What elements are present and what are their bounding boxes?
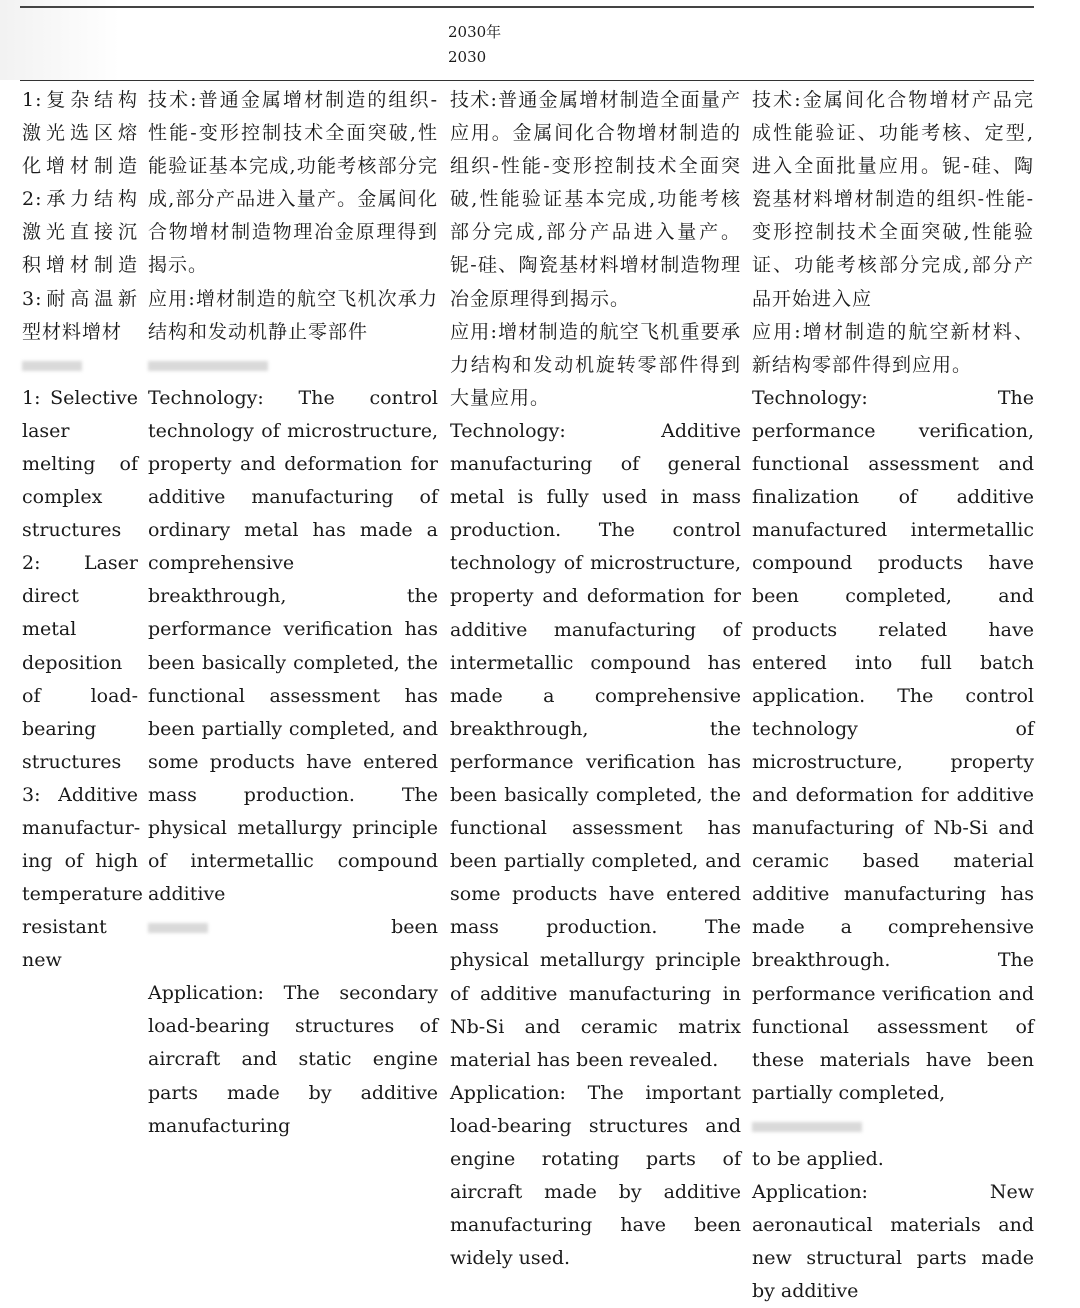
blurred-line <box>148 911 438 944</box>
col3-tech-zh: 技术:普通金属增材制造全面量产应用。金属间化合物增材制造的组织-性能-变形控制技术全面突破,性能验证基本完成,功能考核部分完成,部分产品进入量产。铌-硅、陶瓷基材料增材制造物理冶金原理得到揭示。 <box>450 89 741 310</box>
blurred-line <box>752 1110 1034 1143</box>
directions-en: 1: Selective laser melting of complex structures 2: Laser direct metal deposition of load-bearing structures 3: Additive manufactur-ing of high temperature resistant new <box>22 386 143 972</box>
column-2035 <box>752 84 1034 1308</box>
col4-app-en: Application: New aeronautical materials and new structural parts made by additive <box>752 1181 1034 1303</box>
col2-app-zh: 应用:增材制造的航空飞机次承力结构和发动机静止零部件 <box>148 287 438 343</box>
table-top-rule <box>20 6 1034 8</box>
column-2025 <box>148 84 438 1143</box>
col4-tech-zh: 技术:金属间化合物增材产品完成性能验证、功能考核、定型,进入全面批量应用。铌-硅、陶瓷基材料增材制造的组织-性能-变形控制技术全面突破,性能验证、功能考核部分完成,部分产品开始进入应 <box>752 89 1034 310</box>
col2-app-en: Application: The secondary load-bearing structures of aircraft and static engine parts made by additive manufacturing <box>148 982 438 1137</box>
blurred-line <box>148 349 438 382</box>
year-header <box>448 20 501 70</box>
col4-tech-en: Technology: The performance verification, functional assessment and finalization of additive manufactured intermetallic compound products have been completed, and products related have entered into full batch application. The control technology of microstructure, property and deformation for additive manufacturing of Nb-Si and ceramic based material additive manufacturing has made a comprehensive breakthrough. The performance verification and functional assessment of these materials have been partially completed, <box>752 386 1034 1104</box>
spacer <box>148 944 438 977</box>
year-header-line2: 2030 <box>448 48 487 66</box>
col2-tech-zh: 技术:普通金属增材制造的组织-性能-变形控制技术全面突破,性能验证基本完成,功能考核部分完成,部分产品进入量产。金属间化合物增材制造物理冶金原理得到揭示。 <box>148 89 438 277</box>
col4-app-zh: 应用:增材制造的航空新材料、新结构零部件得到应用。 <box>752 320 1034 376</box>
scan-shadow <box>0 0 120 80</box>
col4-tech-en-tail: to be applied. <box>752 1147 884 1170</box>
col2-tech-en-tail: been <box>391 916 438 939</box>
directions-zh: 1:复杂结构激光选区熔化增材制造 2:承力结构激光直接沉积增材制造 3:耐高温新型材料增材 <box>22 89 138 343</box>
column-2030 <box>450 84 741 1275</box>
year-header-line1: 2030年 <box>448 23 502 41</box>
col3-tech-en: Technology: Additive manufacturing of general metal is fully used in mass production. The control technology of microstructure, property and deformation for additive manufacturing of intermetallic compound has made a comprehensive breakthrough, the performance verification has been basically completed, the functional assessment has been partially completed, and some products have entered mass production. The physical metallurgy principle of additive manufacturing in Nb-Si and ceramic matrix material has been revealed. <box>450 419 741 1071</box>
header-rule <box>20 80 1034 81</box>
column-directions <box>22 84 143 977</box>
col3-app-en: Application: The important load-bearing structures and engine rotating parts of aircraft made by additive manufacturing have been widely used. <box>450 1081 741 1270</box>
col2-tech-en: Technology: The control technology of microstructure, property and deformation for additive manufacturing of ordinary metal has made a comprehensive breakthrough, the performance verification has been basically completed, the functional assessment has been partially completed, and some products have entered mass production. The physical metallurgy principle of intermetallic compound additive <box>148 386 438 906</box>
col3-app-zh: 应用:增材制造的航空飞机重要承力结构和发动机旋转零部件得到大量应用。 <box>450 320 741 409</box>
blurred-line <box>22 349 138 382</box>
